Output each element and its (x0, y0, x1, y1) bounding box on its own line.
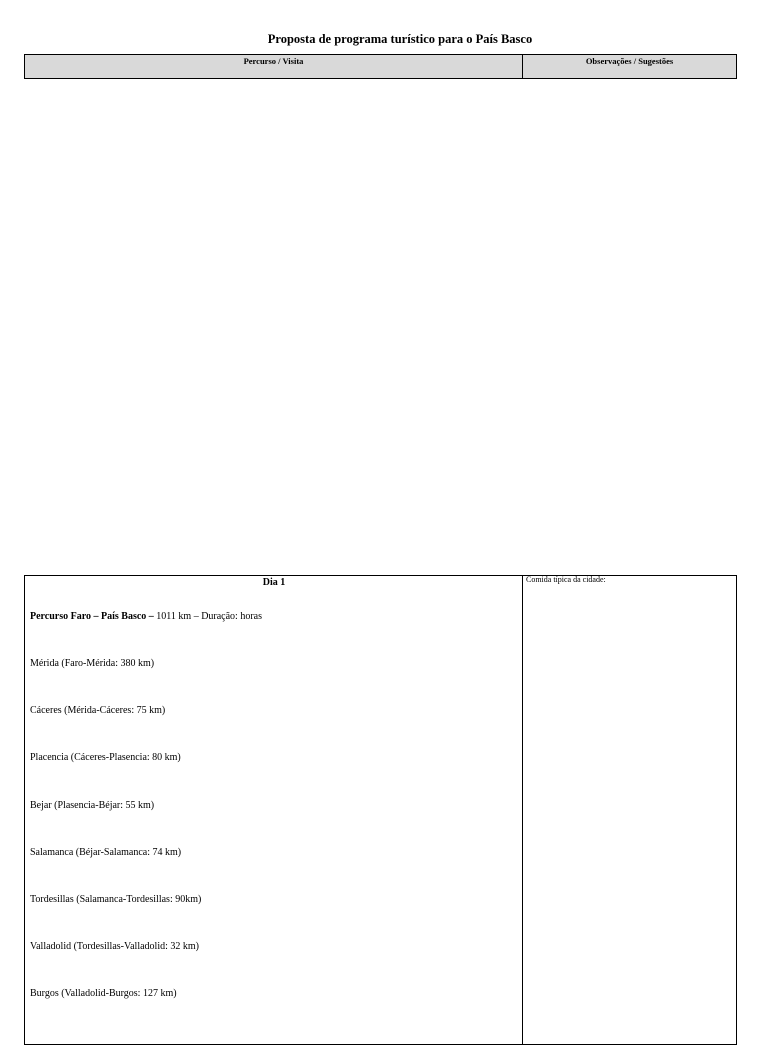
day-1-title: Dia 1 (262, 577, 286, 588)
stop-item: Burgos (Valladolid-Burgos: 127 km) (30, 988, 177, 1000)
day-1-table (24, 575, 737, 1045)
stop-item: Bejar (Plasencia-Béjar: 55 km) (30, 799, 155, 811)
stop-item: Tordesillas (Salamanca-Tordesillas: 90km) (30, 893, 202, 905)
stop-item: Cáceres (Mérida-Cáceres: 75 km) (30, 705, 166, 717)
route-summary-label: Percurso Faro – País Basco – (30, 611, 154, 622)
stop-item: Mérida (Faro-Mérida: 380 km) (30, 658, 155, 669)
day-1-route-cell (25, 576, 523, 1044)
typical-food-label: Comida típica da cidade: (526, 575, 606, 584)
header-table (24, 54, 737, 79)
document-title: Proposta de programa turístico para o País Basco (267, 32, 533, 46)
header-notes-column: Observações / Sugestões (585, 56, 674, 66)
stop-item: Valladolid (Tordesillas-Valladolid: 32 km) (30, 941, 199, 953)
header-route-column: Percurso / Visita (25, 55, 523, 78)
stop-item: Placencia (Cáceres-Plasencia: 80 km) (30, 752, 181, 764)
stop-item: Salamanca (Béjar-Salamanca: 74 km) (30, 846, 182, 858)
day-1-notes-cell (523, 576, 736, 1044)
stop-list (30, 658, 201, 1036)
route-summary-detail: 1011 km – Duração: horas (156, 611, 262, 622)
route-summary (30, 611, 262, 622)
